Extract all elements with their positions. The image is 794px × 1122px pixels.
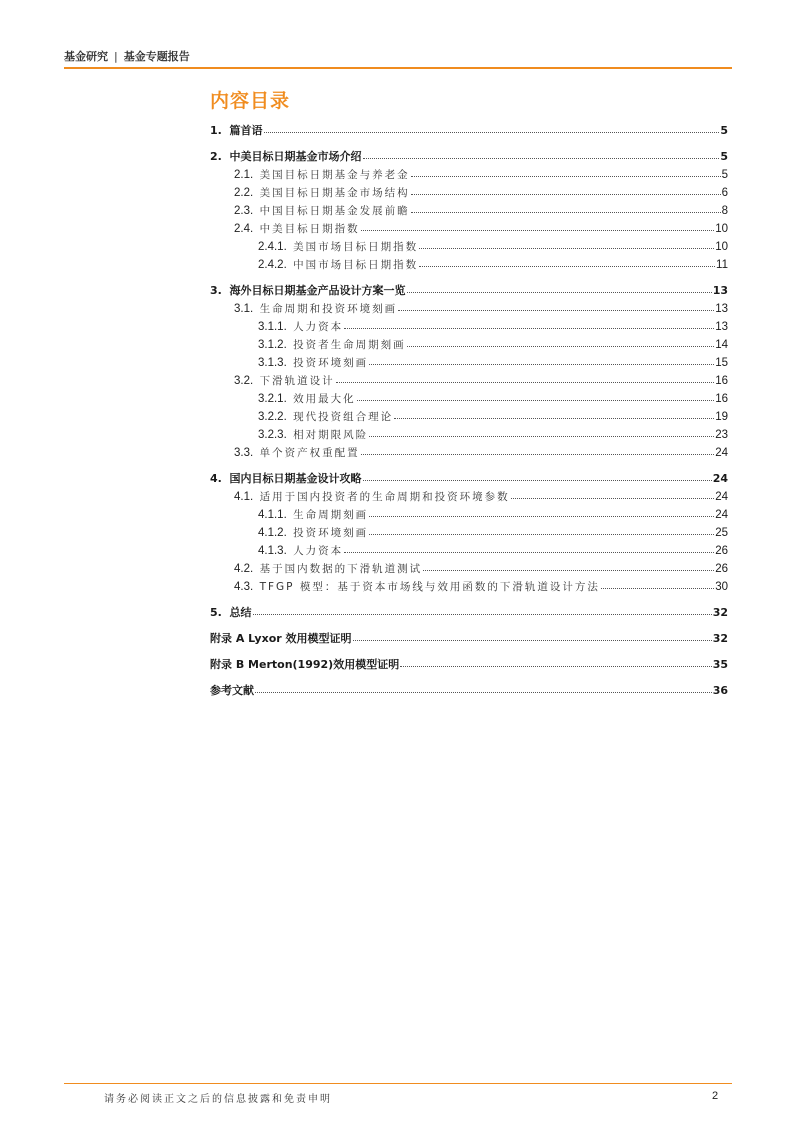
toc-entry[interactable] xyxy=(210,681,728,699)
toc-entry-title: 总结 xyxy=(229,606,252,619)
toc-entry[interactable] xyxy=(210,147,728,165)
toc-entry[interactable] xyxy=(210,201,728,219)
toc-leader-dots xyxy=(353,628,712,641)
toc-entry-title: 适用于国内投资者的生命周期和投资环境参数 xyxy=(259,491,510,503)
toc-leader-dots xyxy=(411,200,721,213)
toc-entry[interactable] xyxy=(210,281,728,299)
toc-entry-number: 2.2. xyxy=(234,187,260,199)
toc-entry-number: 2.4. xyxy=(234,223,260,235)
toc-entry-page: 35 xyxy=(712,658,728,671)
toc-leader-dots xyxy=(361,218,715,231)
toc-entry-page: 16 xyxy=(715,375,728,387)
toc-entry-title: 海外目标日期基金产品设计方案一览 xyxy=(229,284,406,297)
toc-entry-page: 24 xyxy=(715,491,728,503)
toc-leader-dots xyxy=(407,334,715,347)
toc-entry-title: 相对期限风险 xyxy=(293,429,369,441)
header-report-type: 基金专题报告 xyxy=(123,50,190,63)
toc-entry[interactable] xyxy=(210,577,728,595)
toc-entry-number: 4.3. xyxy=(234,581,260,593)
toc-leader-dots xyxy=(369,522,714,535)
toc-entry-page: 13 xyxy=(712,284,728,297)
toc-entry-number: 4.1.1. xyxy=(258,509,294,521)
toc-entry-title: 中美目标日期基金市场介绍 xyxy=(229,150,362,163)
toc-leader-dots xyxy=(369,504,714,517)
toc-leader-dots xyxy=(398,298,714,311)
toc-entry-number: 3.2. xyxy=(234,375,260,387)
toc-entry[interactable] xyxy=(210,559,728,577)
toc-entry-page: 25 xyxy=(715,527,728,539)
toc-entry-number: 2.4.1. xyxy=(258,241,294,253)
toc-entry[interactable] xyxy=(210,541,728,559)
toc-entry-title: 附录 A Lyxor 效用模型证明 xyxy=(210,632,352,645)
toc-entry-page: 10 xyxy=(715,223,728,235)
toc-entry-number: 3.1.1. xyxy=(258,321,294,333)
toc-entry[interactable] xyxy=(210,353,728,371)
toc-entry[interactable] xyxy=(210,487,728,505)
toc-entry-title: 中国目标日期基金发展前瞻 xyxy=(259,205,410,217)
toc-leader-dots xyxy=(400,654,711,667)
toc-entry-number: 3.3. xyxy=(234,447,260,459)
toc-leader-dots xyxy=(336,370,715,383)
toc-leader-dots xyxy=(369,424,714,437)
toc-entry[interactable] xyxy=(210,389,728,407)
toc-entry-number: 4.1.3. xyxy=(258,545,294,557)
toc-leader-dots xyxy=(601,576,714,589)
toc-entry[interactable] xyxy=(210,443,728,461)
toc-entry-title: 效用最大化 xyxy=(293,393,356,405)
toc-entry-title: 篇首语 xyxy=(229,124,263,137)
toc-entry[interactable] xyxy=(210,407,728,425)
toc-entry-number: 4. xyxy=(210,472,230,485)
toc-entry-title: 美国目标日期基金市场结构 xyxy=(259,187,410,199)
toc-entry-number: 4.1.2. xyxy=(258,527,294,539)
toc-entry[interactable] xyxy=(210,299,728,317)
disclaimer-note: 请务必阅读正文之后的信息披露和免责申明 xyxy=(104,1094,332,1105)
toc-entry[interactable] xyxy=(210,255,728,273)
toc-entry-page: 15 xyxy=(715,357,728,369)
toc-entry-title: 中国市场目标日期指数 xyxy=(293,259,419,271)
toc-entry[interactable] xyxy=(210,183,728,201)
toc-entry-number: 3.1.2. xyxy=(258,339,294,351)
toc-entry-number: 3.2.3. xyxy=(258,429,294,441)
toc-entry-title: 下滑轨道设计 xyxy=(259,375,335,387)
toc-entry[interactable] xyxy=(210,655,728,673)
toc-entry-page: 5 xyxy=(720,124,728,137)
toc-entry-number: 3. xyxy=(210,284,230,297)
toc-entry-page: 32 xyxy=(712,606,728,619)
toc-entry[interactable] xyxy=(210,335,728,353)
toc-entry-title: 中美目标日期指数 xyxy=(259,223,360,235)
toc-entry-page: 26 xyxy=(715,563,728,575)
toc-entry-title: 投资环境刻画 xyxy=(293,357,369,369)
toc-leader-dots xyxy=(407,280,712,293)
toc-entry-page: 30 xyxy=(715,581,728,593)
toc-title: 内容目录 xyxy=(210,90,291,112)
toc-entry-title: 参考文献 xyxy=(210,684,254,697)
toc-leader-dots xyxy=(361,442,715,455)
toc-entry-page: 8 xyxy=(721,205,728,217)
toc-entry-title: 附录 B Merton(1992)效用模型证明 xyxy=(210,658,400,671)
toc-entry-page: 24 xyxy=(715,447,728,459)
toc-entry-title: 生命周期和投资环境刻画 xyxy=(259,303,398,315)
toc-entry-number: 2.1. xyxy=(234,169,260,181)
toc-entry-page: 13 xyxy=(715,321,728,333)
toc-entry-number: 1. xyxy=(210,124,230,137)
toc-entry-title: 国内目标日期基金设计攻略 xyxy=(229,472,362,485)
toc-entry-number: 2.4.2. xyxy=(258,259,294,271)
toc-leader-dots xyxy=(419,236,714,249)
toc-entry-title: 基于国内数据的下滑轨道测试 xyxy=(259,563,423,575)
header-separator: | xyxy=(114,50,118,63)
toc-entry[interactable] xyxy=(210,121,728,139)
toc-leader-dots xyxy=(363,468,712,481)
toc-leader-dots xyxy=(394,406,714,419)
toc-entry-title: 人力资本 xyxy=(293,321,344,333)
toc-entry[interactable] xyxy=(210,629,728,647)
toc-entry-number: 4.1. xyxy=(234,491,260,503)
toc-entry-number: 5. xyxy=(210,606,230,619)
toc-entry-page: 24 xyxy=(715,509,728,521)
toc-entry-title: 生命周期刻画 xyxy=(293,509,369,521)
toc-entry-title: 投资者生命周期刻画 xyxy=(293,339,406,351)
toc-leader-dots xyxy=(344,316,714,329)
toc-entry-number: 2.3. xyxy=(234,205,260,217)
toc-entry[interactable] xyxy=(210,317,728,335)
toc-entry-title: 单个资产权重配置 xyxy=(259,447,360,459)
page-number: 2 xyxy=(712,1090,719,1102)
toc-entry[interactable] xyxy=(210,469,728,487)
toc-entry-page: 5 xyxy=(720,150,728,163)
toc-entry[interactable] xyxy=(210,523,728,541)
toc-leader-dots xyxy=(411,182,721,195)
toc-entry-number: 3.1.3. xyxy=(258,357,294,369)
toc-entry[interactable] xyxy=(210,603,728,621)
header-category: 基金研究 xyxy=(64,50,108,63)
footer-divider xyxy=(64,1083,732,1084)
toc-leader-dots xyxy=(255,680,712,693)
toc-entry-page: 14 xyxy=(715,339,728,351)
toc-entry-page: 19 xyxy=(715,411,728,423)
toc-entry-page: 23 xyxy=(715,429,728,441)
toc-entry-page: 32 xyxy=(712,632,728,645)
header-divider xyxy=(64,67,732,69)
toc-entry-page: 13 xyxy=(715,303,728,315)
toc-entry-number: 4.2. xyxy=(234,563,260,575)
table-of-contents xyxy=(210,121,728,699)
toc-entry-page: 24 xyxy=(712,472,728,485)
toc-leader-dots xyxy=(344,540,714,553)
toc-entry[interactable] xyxy=(210,237,728,255)
toc-entry-title: 现代投资组合理论 xyxy=(293,411,394,423)
toc-entry[interactable] xyxy=(210,165,728,183)
toc-entry-page: 5 xyxy=(721,169,728,181)
toc-entry-number: 3.1. xyxy=(234,303,260,315)
toc-entry[interactable] xyxy=(210,505,728,523)
toc-entry-number: 3.2.2. xyxy=(258,411,294,423)
toc-entry-page: 16 xyxy=(715,393,728,405)
toc-entry-page: 36 xyxy=(712,684,728,697)
toc-leader-dots xyxy=(423,558,714,571)
toc-entry-number: 3.2.1. xyxy=(258,393,294,405)
toc-entry-page: 10 xyxy=(715,241,728,253)
toc-entry[interactable] xyxy=(210,425,728,443)
toc-entry-title: 美国市场目标日期指数 xyxy=(293,241,419,253)
toc-entry-title: 美国目标日期基金与养老金 xyxy=(259,169,410,181)
toc-entry-number: 2. xyxy=(210,150,230,163)
toc-leader-dots xyxy=(369,352,714,365)
toc-leader-dots xyxy=(363,146,720,159)
toc-entry-title: TFGP 模型：基于资本市场线与效用函数的下滑轨道设计方法 xyxy=(259,581,600,593)
toc-entry[interactable] xyxy=(210,371,728,389)
toc-leader-dots xyxy=(253,602,712,615)
toc-entry-title: 投资环境刻画 xyxy=(293,527,369,539)
toc-leader-dots xyxy=(411,164,721,177)
toc-leader-dots xyxy=(511,486,715,499)
toc-entry-page: 11 xyxy=(716,259,728,271)
toc-leader-dots xyxy=(357,388,715,401)
report-header xyxy=(64,48,190,64)
toc-entry-title: 人力资本 xyxy=(293,545,344,557)
toc-entry[interactable] xyxy=(210,219,728,237)
toc-leader-dots xyxy=(419,254,715,267)
toc-entry-page: 6 xyxy=(721,187,728,199)
toc-leader-dots xyxy=(264,120,720,133)
toc-entry-page: 26 xyxy=(715,545,728,557)
